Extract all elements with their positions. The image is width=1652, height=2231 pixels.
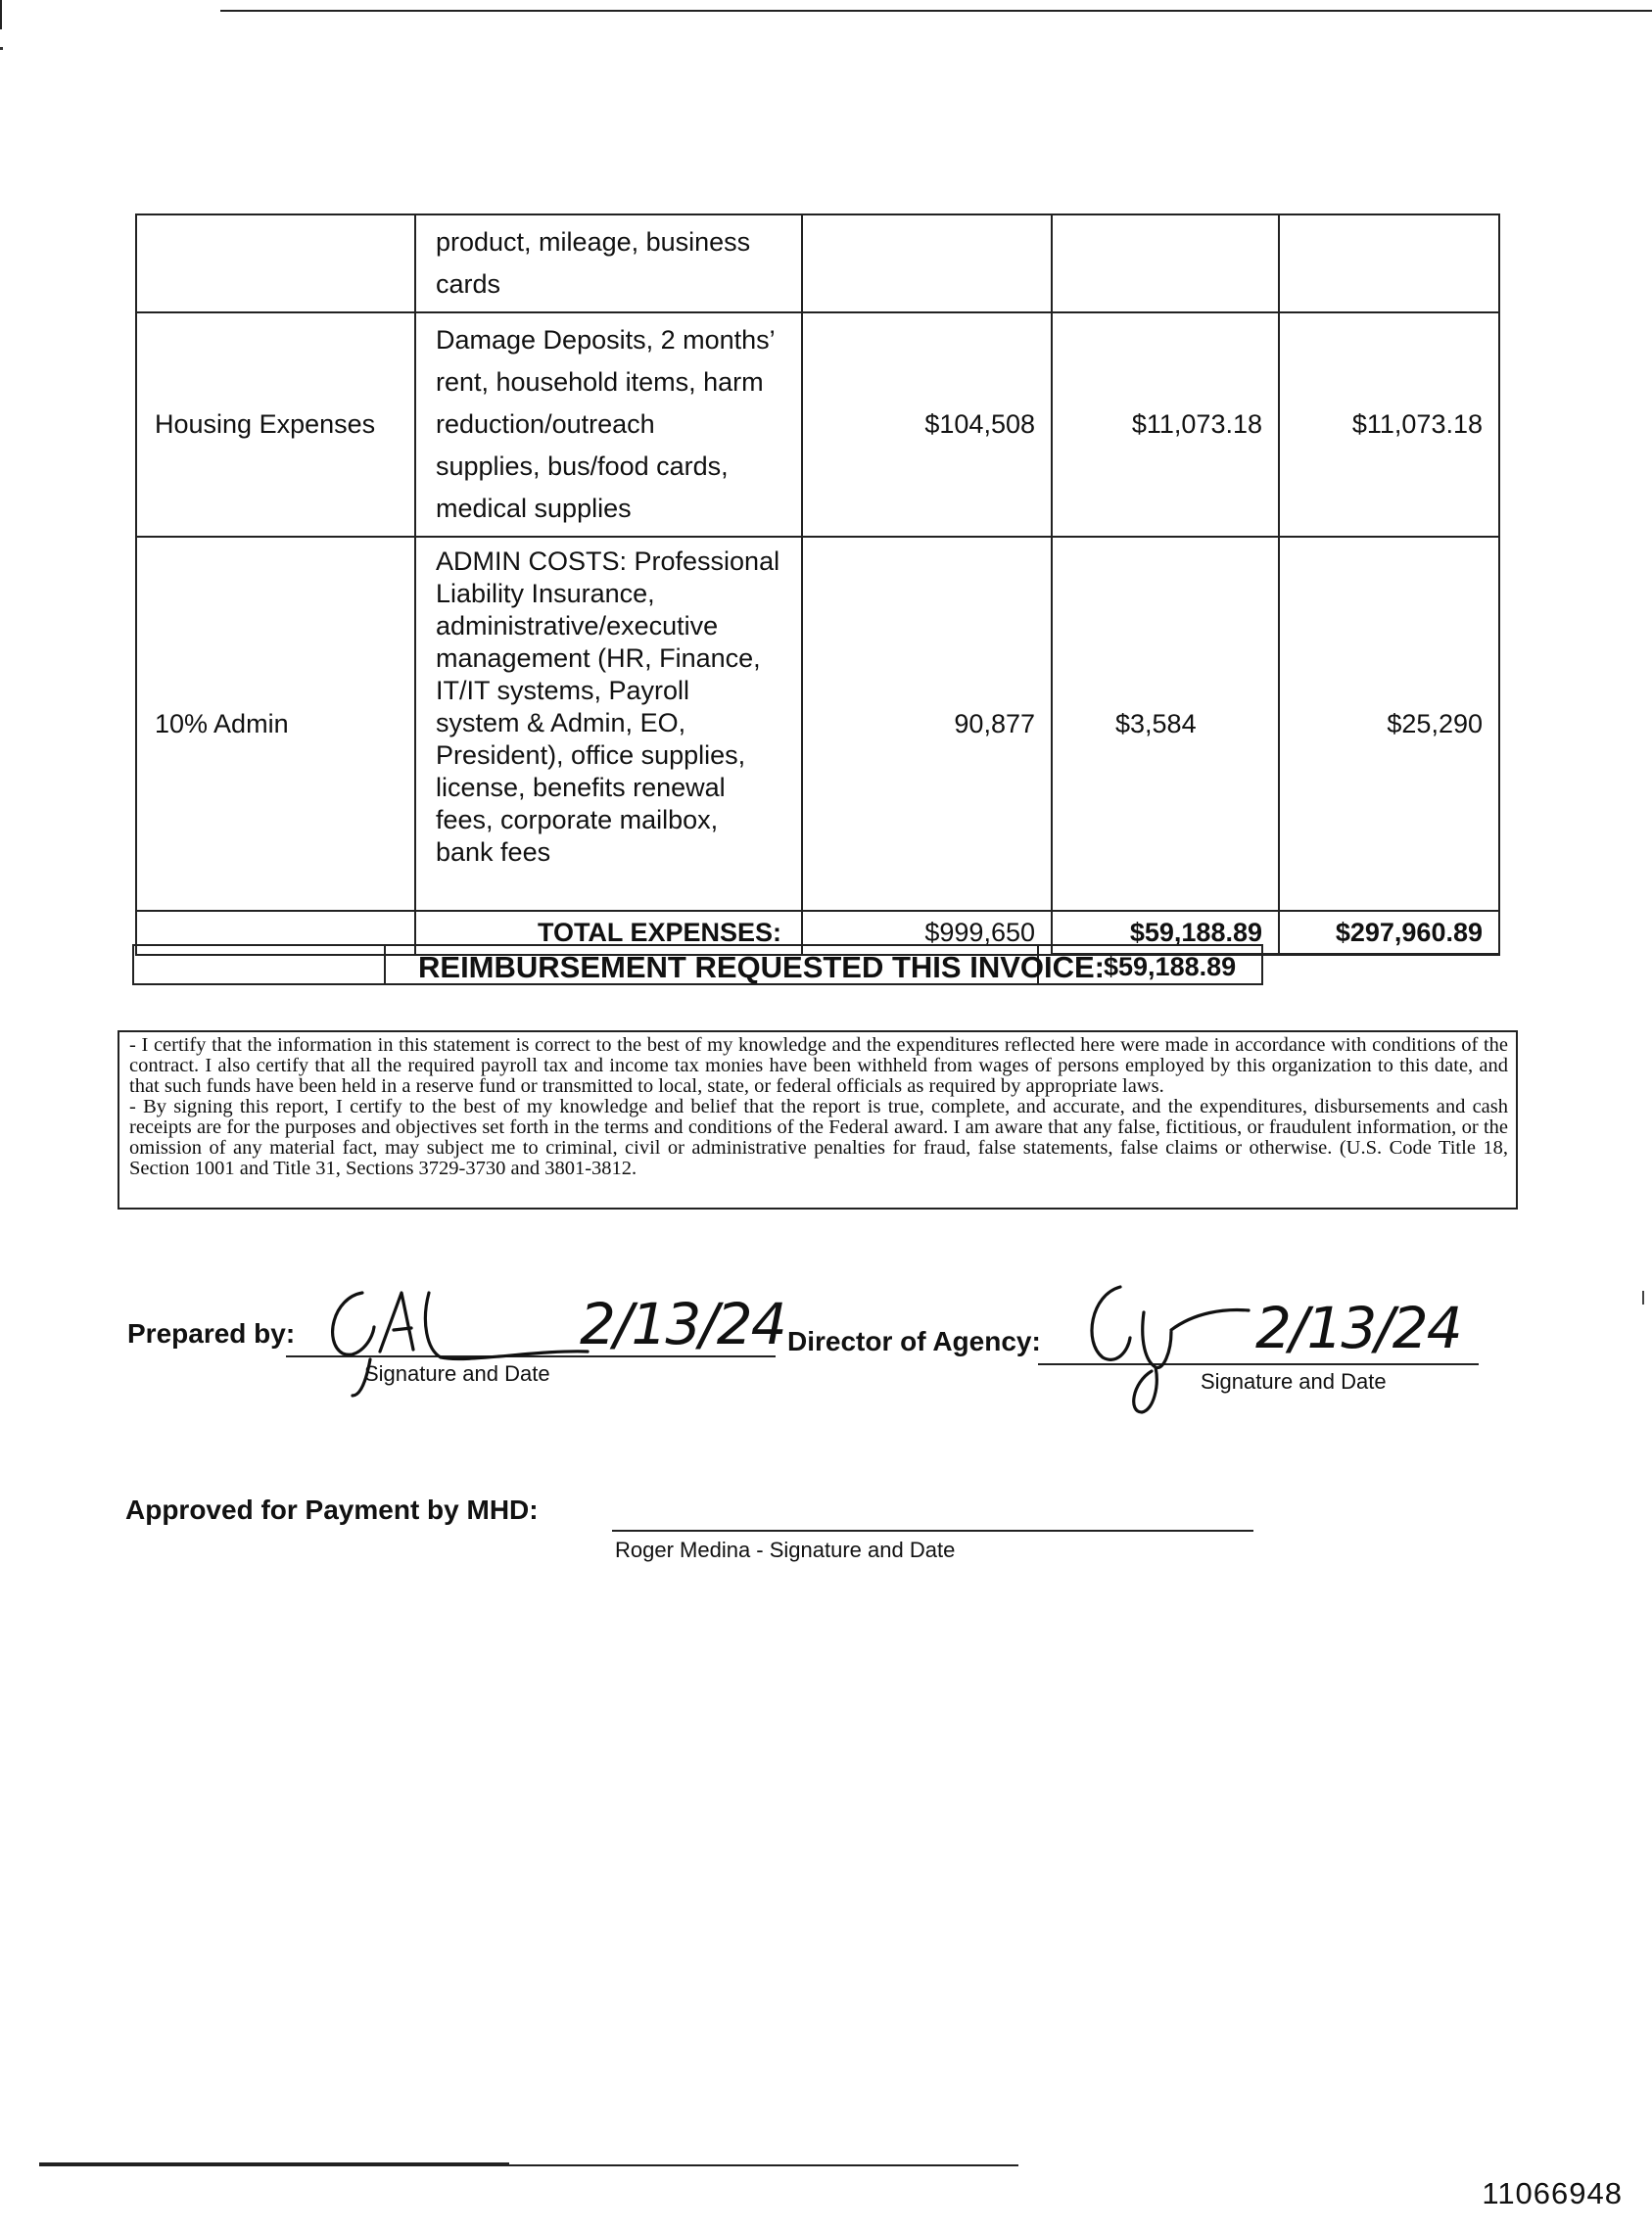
description-line: system & Admin, EO, — [436, 708, 686, 737]
approved-signature-line — [612, 1530, 1253, 1532]
category-cell: Housing Expenses — [136, 312, 415, 537]
prepared-by-caption: Signature and Date — [364, 1361, 550, 1386]
to-date-cell — [1279, 214, 1499, 312]
top-border-rule — [220, 10, 1652, 12]
description-line: reduction/outreach — [436, 409, 655, 439]
director-label: Director of Agency: — [787, 1326, 1041, 1356]
reimbursement-divider — [384, 946, 386, 983]
invoice-amount-cell: $3,584 — [1052, 537, 1279, 911]
to-date-cell: $11,073.18 — [1279, 312, 1499, 537]
total-label: TOTAL EXPENSES: — [415, 911, 802, 955]
scan-speck — [0, 47, 3, 50]
description-line: ADMIN COSTS: Professional — [436, 546, 780, 576]
director-date: 2/13/24 — [1255, 1295, 1461, 1361]
director-signature — [1077, 1273, 1273, 1420]
description-line: IT/IT systems, Payroll — [436, 676, 690, 705]
table-row — [136, 537, 1499, 911]
approved-label: Approved for Payment by MHD: — [125, 1495, 539, 1525]
description-line: bank fees — [436, 837, 551, 867]
budget-cell — [802, 214, 1052, 312]
description-line: fees, corporate mailbox, — [436, 805, 719, 834]
invoice-amount-cell — [1052, 214, 1279, 312]
category-cell — [136, 214, 415, 312]
prepared-by-label: Prepared by: — [127, 1318, 296, 1349]
total-invoice-cell: $59,188.89 — [1052, 911, 1279, 955]
reimbursement-amount: $59,188.89 — [1104, 952, 1237, 981]
prepared-by-date: 2/13/24 — [580, 1291, 785, 1357]
reimbursement-label: REIMBURSEMENT REQUESTED THIS INVOICE: — [418, 950, 1105, 984]
expense-table — [135, 214, 1500, 956]
description-line: administrative/executive — [436, 611, 719, 641]
total-to-date-cell: $297,960.89 — [1279, 911, 1499, 955]
director-caption: Signature and Date — [1201, 1369, 1387, 1394]
budget-cell: 90,877 — [802, 537, 1052, 911]
description-line: Liability Insurance, — [436, 579, 655, 608]
to-date-cell: $25,290 — [1279, 537, 1499, 911]
description-cell — [415, 214, 802, 312]
description-line: supplies, bus/food cards, — [436, 451, 729, 481]
description-cell — [415, 312, 802, 537]
total-budget-cell: $999,650 — [802, 911, 1052, 955]
description-line: rent, household items, harm — [436, 367, 764, 397]
certification-paragraph: - By signing this report, I certify to the best of my knowledge and belief that the report is true, complete, and accurate, and the expenditures, disbursements and cash receipts are for the purposes and objectives set forth in the terms and conditions of the Federal award. I am aware that any false, fictitious, or fraudulent information, or the omission of any material fact, may subject me to criminal, civil or administrative penalties for fraud, false statements, false claims or otherwise. (U.S. Code Title 18, Section 1001 and Title 31, Sections 3729-3730 and 3801-3812. — [129, 1096, 1508, 1179]
bottom-rule-thick — [39, 2162, 509, 2166]
certification-paragraph: - I certify that the information in this statement is correct to the best of my knowledge and the expenditures reflected here were made in accordance with conditions of the contract. I also certify that all the required payroll tax and income tax monies have been withheld from wages of persons employed by this organization to this date, and that such funds have been held in a reserve fund or transmitted to local, state, or federal officials as required by appropriate laws. — [129, 1034, 1508, 1097]
description-line: President), office supplies, — [436, 740, 746, 770]
budget-cell: $104,508 — [802, 312, 1052, 537]
reimbursement-box — [132, 944, 1263, 985]
description-line: management (HR, Finance, — [436, 643, 761, 673]
category-cell: 10% Admin — [136, 537, 415, 911]
description-line: medical supplies — [436, 494, 632, 523]
description-line: Damage Deposits, 2 months’ — [436, 325, 776, 355]
invoice-amount-cell: $11,073.18 — [1052, 312, 1279, 537]
description-cell — [415, 537, 802, 911]
table-row — [136, 312, 1499, 537]
table-row — [136, 214, 1499, 312]
scan-edge-mark-right — [1642, 1291, 1644, 1305]
certification-statement — [118, 1030, 1518, 1210]
description-line: cards — [436, 269, 501, 299]
description-line: license, benefits renewal — [436, 773, 726, 802]
description-line: product, mileage, business — [436, 227, 751, 257]
scan-edge-mark — [0, 0, 2, 29]
document-id: 11066948 — [1482, 2176, 1623, 2210]
approved-caption: Roger Medina - Signature and Date — [615, 1538, 956, 1562]
